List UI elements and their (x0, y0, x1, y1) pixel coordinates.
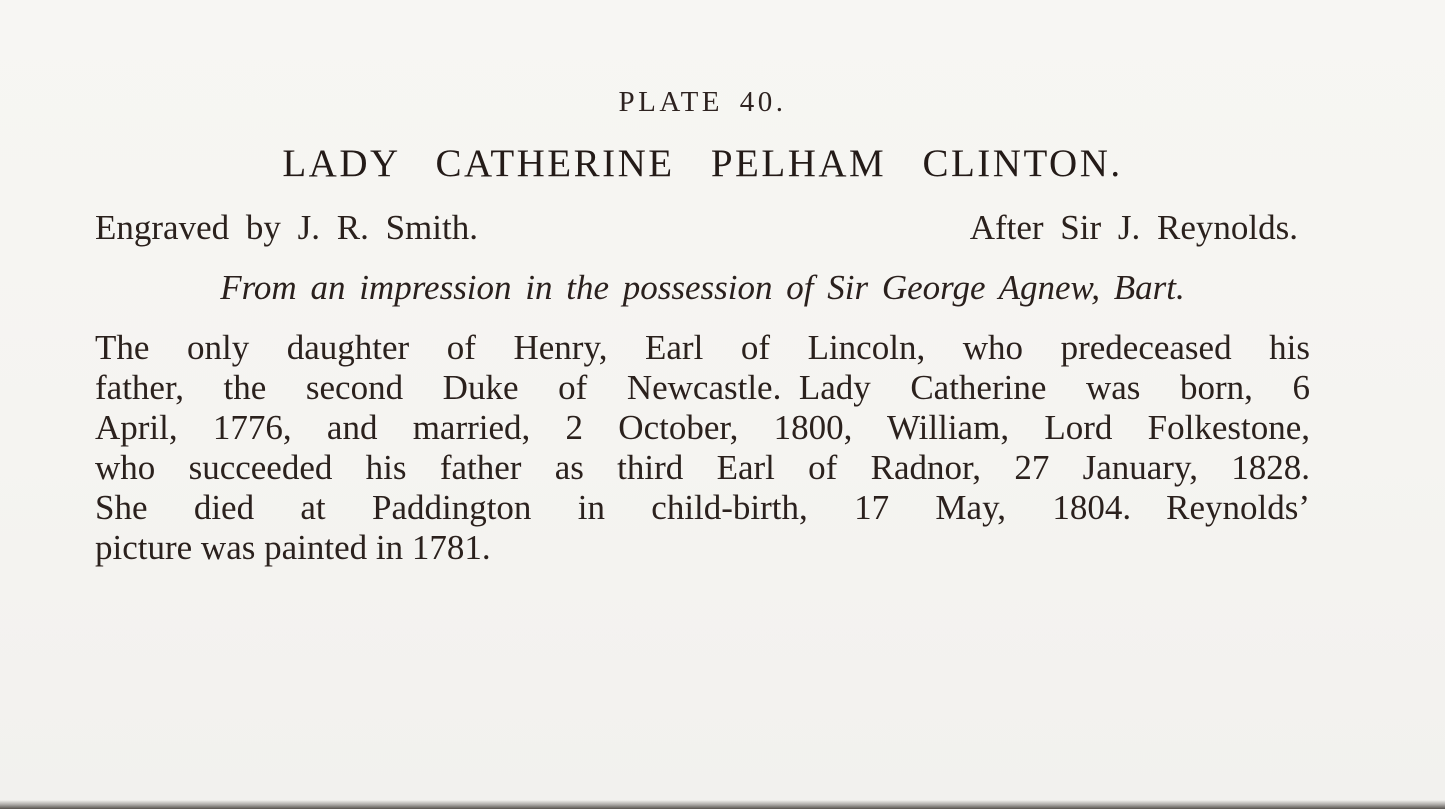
painter-credit: After Sir J. Reynolds. (969, 208, 1298, 247)
body-line: father, the second Duke of Newcastle. Lady Catherine was born, 6 (95, 368, 1310, 407)
page-title: LADY CATHERINE PELHAM CLINTON. (282, 142, 1123, 185)
plate-number: PLATE 40. (618, 86, 787, 118)
caption-block (95, 84, 1310, 568)
body-line: picture was painted in 1781. (95, 528, 491, 567)
body-paragraph (95, 328, 1310, 568)
body-line: She died at Paddington in child-birth, 17 May, 1804. Reynolds’ (95, 488, 1310, 527)
body-line: who succeeded his father as third Earl of Radnor, 27 January, 1828. (95, 448, 1310, 487)
credits-row (95, 206, 1310, 250)
engraver-credit: Engraved by J. R. Smith. (95, 208, 478, 247)
provenance-line: From an impression in the possession of Sir George Agnew, Bart. (220, 268, 1185, 307)
body-line: The only daughter of Henry, Earl of Lincoln, who predeceased his (95, 328, 1310, 367)
body-line: April, 1776, and married, 2 October, 1800, William, Lord Folkestone, (95, 408, 1310, 447)
page-bottom-shadow (0, 800, 1445, 809)
